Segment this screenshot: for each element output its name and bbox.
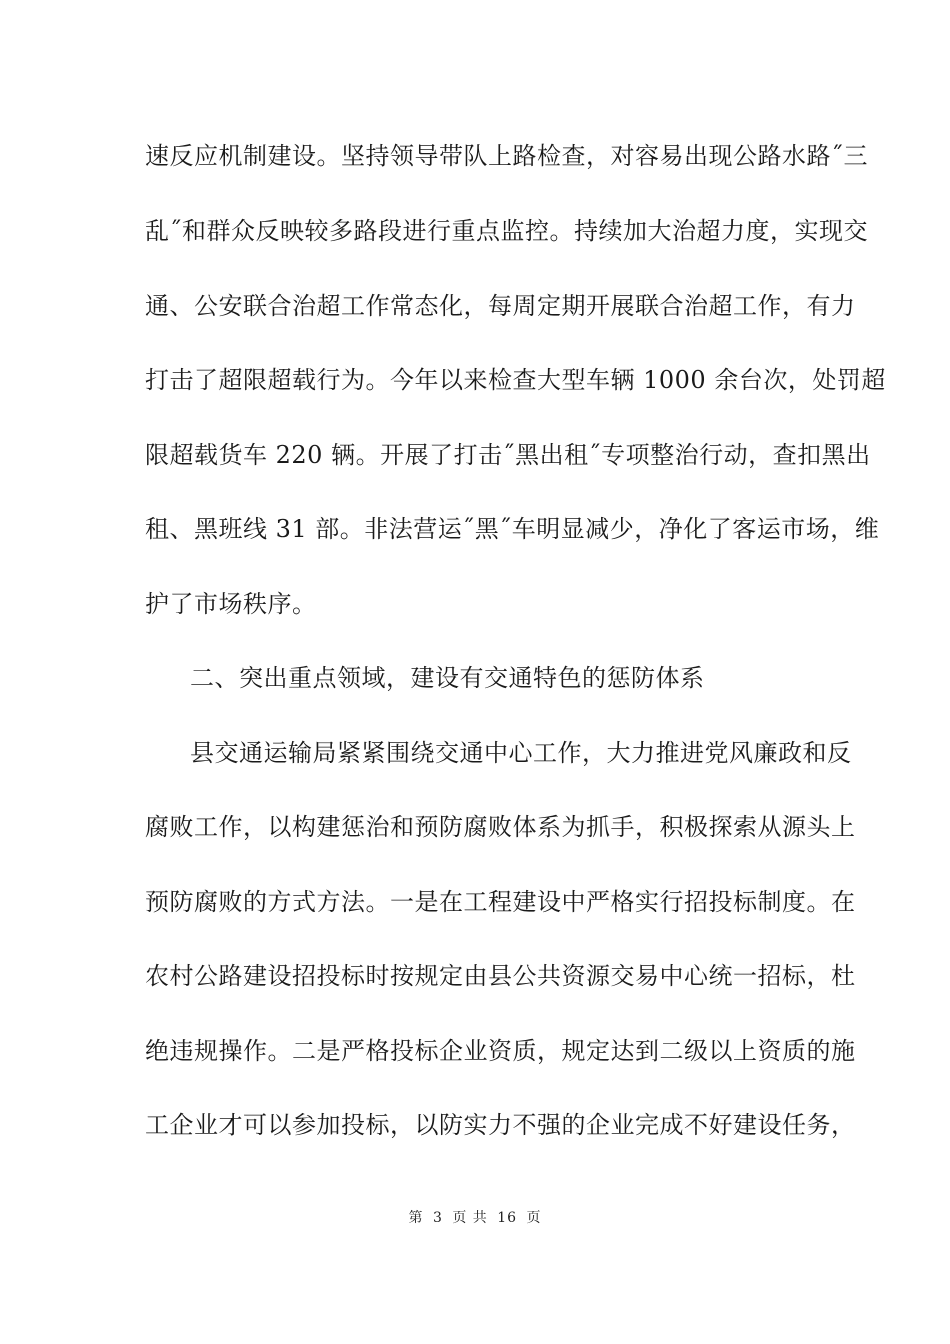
body-line-3: 通、公安联合治超工作常态化，每周定期开展联合治超工作，有力	[145, 292, 856, 320]
body-line-11: 预防腐败的方式方法。一是在工程建设中严格实行招投标制度。在	[145, 888, 856, 916]
page-footer	[0, 1208, 950, 1228]
body-line-10: 腐败工作，以构建惩治和预防腐败体系为抓手，积极探索从源头上	[145, 813, 856, 841]
body-line-4: 打击了超限超载行为。今年以来检查大型车辆 1000 余台次，处罚超	[145, 366, 886, 394]
body-line-9: 县交通运输局紧紧围绕交通中心工作，大力推进党风廉政和反	[190, 739, 852, 767]
footer-page-number: 3	[432, 1210, 443, 1226]
body-line-13: 绝违规操作。二是严格投标企业资质，规定达到二级以上资质的施	[145, 1037, 856, 1065]
footer-total-pages: 16	[497, 1210, 518, 1226]
body-line-6: 租、黑班线 31 部。非法营运˝黑˝车明显减少，净化了客运市场，维	[145, 515, 880, 543]
body-line-12: 农村公路建设招投标时按规定由县公共资源交易中心统一招标，杜	[145, 962, 856, 990]
body-line-1: 速反应机制建设。坚持领导带队上路检查，对容易出现公路水路˝三	[145, 142, 868, 170]
section-heading: 二、突出重点领域，建设有交通特色的惩防体系	[190, 664, 705, 692]
footer-middle: 页 共	[452, 1210, 488, 1226]
body-line-5: 限超载货车 220 辆。开展了打击˝黑出租˝专项整治行动，查扣黑出	[145, 441, 871, 469]
footer-prefix: 第	[408, 1210, 424, 1226]
footer-suffix: 页	[526, 1210, 542, 1226]
body-line-7: 护了市场秩序。	[145, 590, 317, 618]
body-line-14: 工企业才可以参加投标，以防实力不强的企业完成不好建设任务，	[145, 1111, 856, 1139]
body-line-2: 乱˝和群众反映较多路段进行重点监控。持续加大治超力度，实现交	[145, 217, 868, 245]
